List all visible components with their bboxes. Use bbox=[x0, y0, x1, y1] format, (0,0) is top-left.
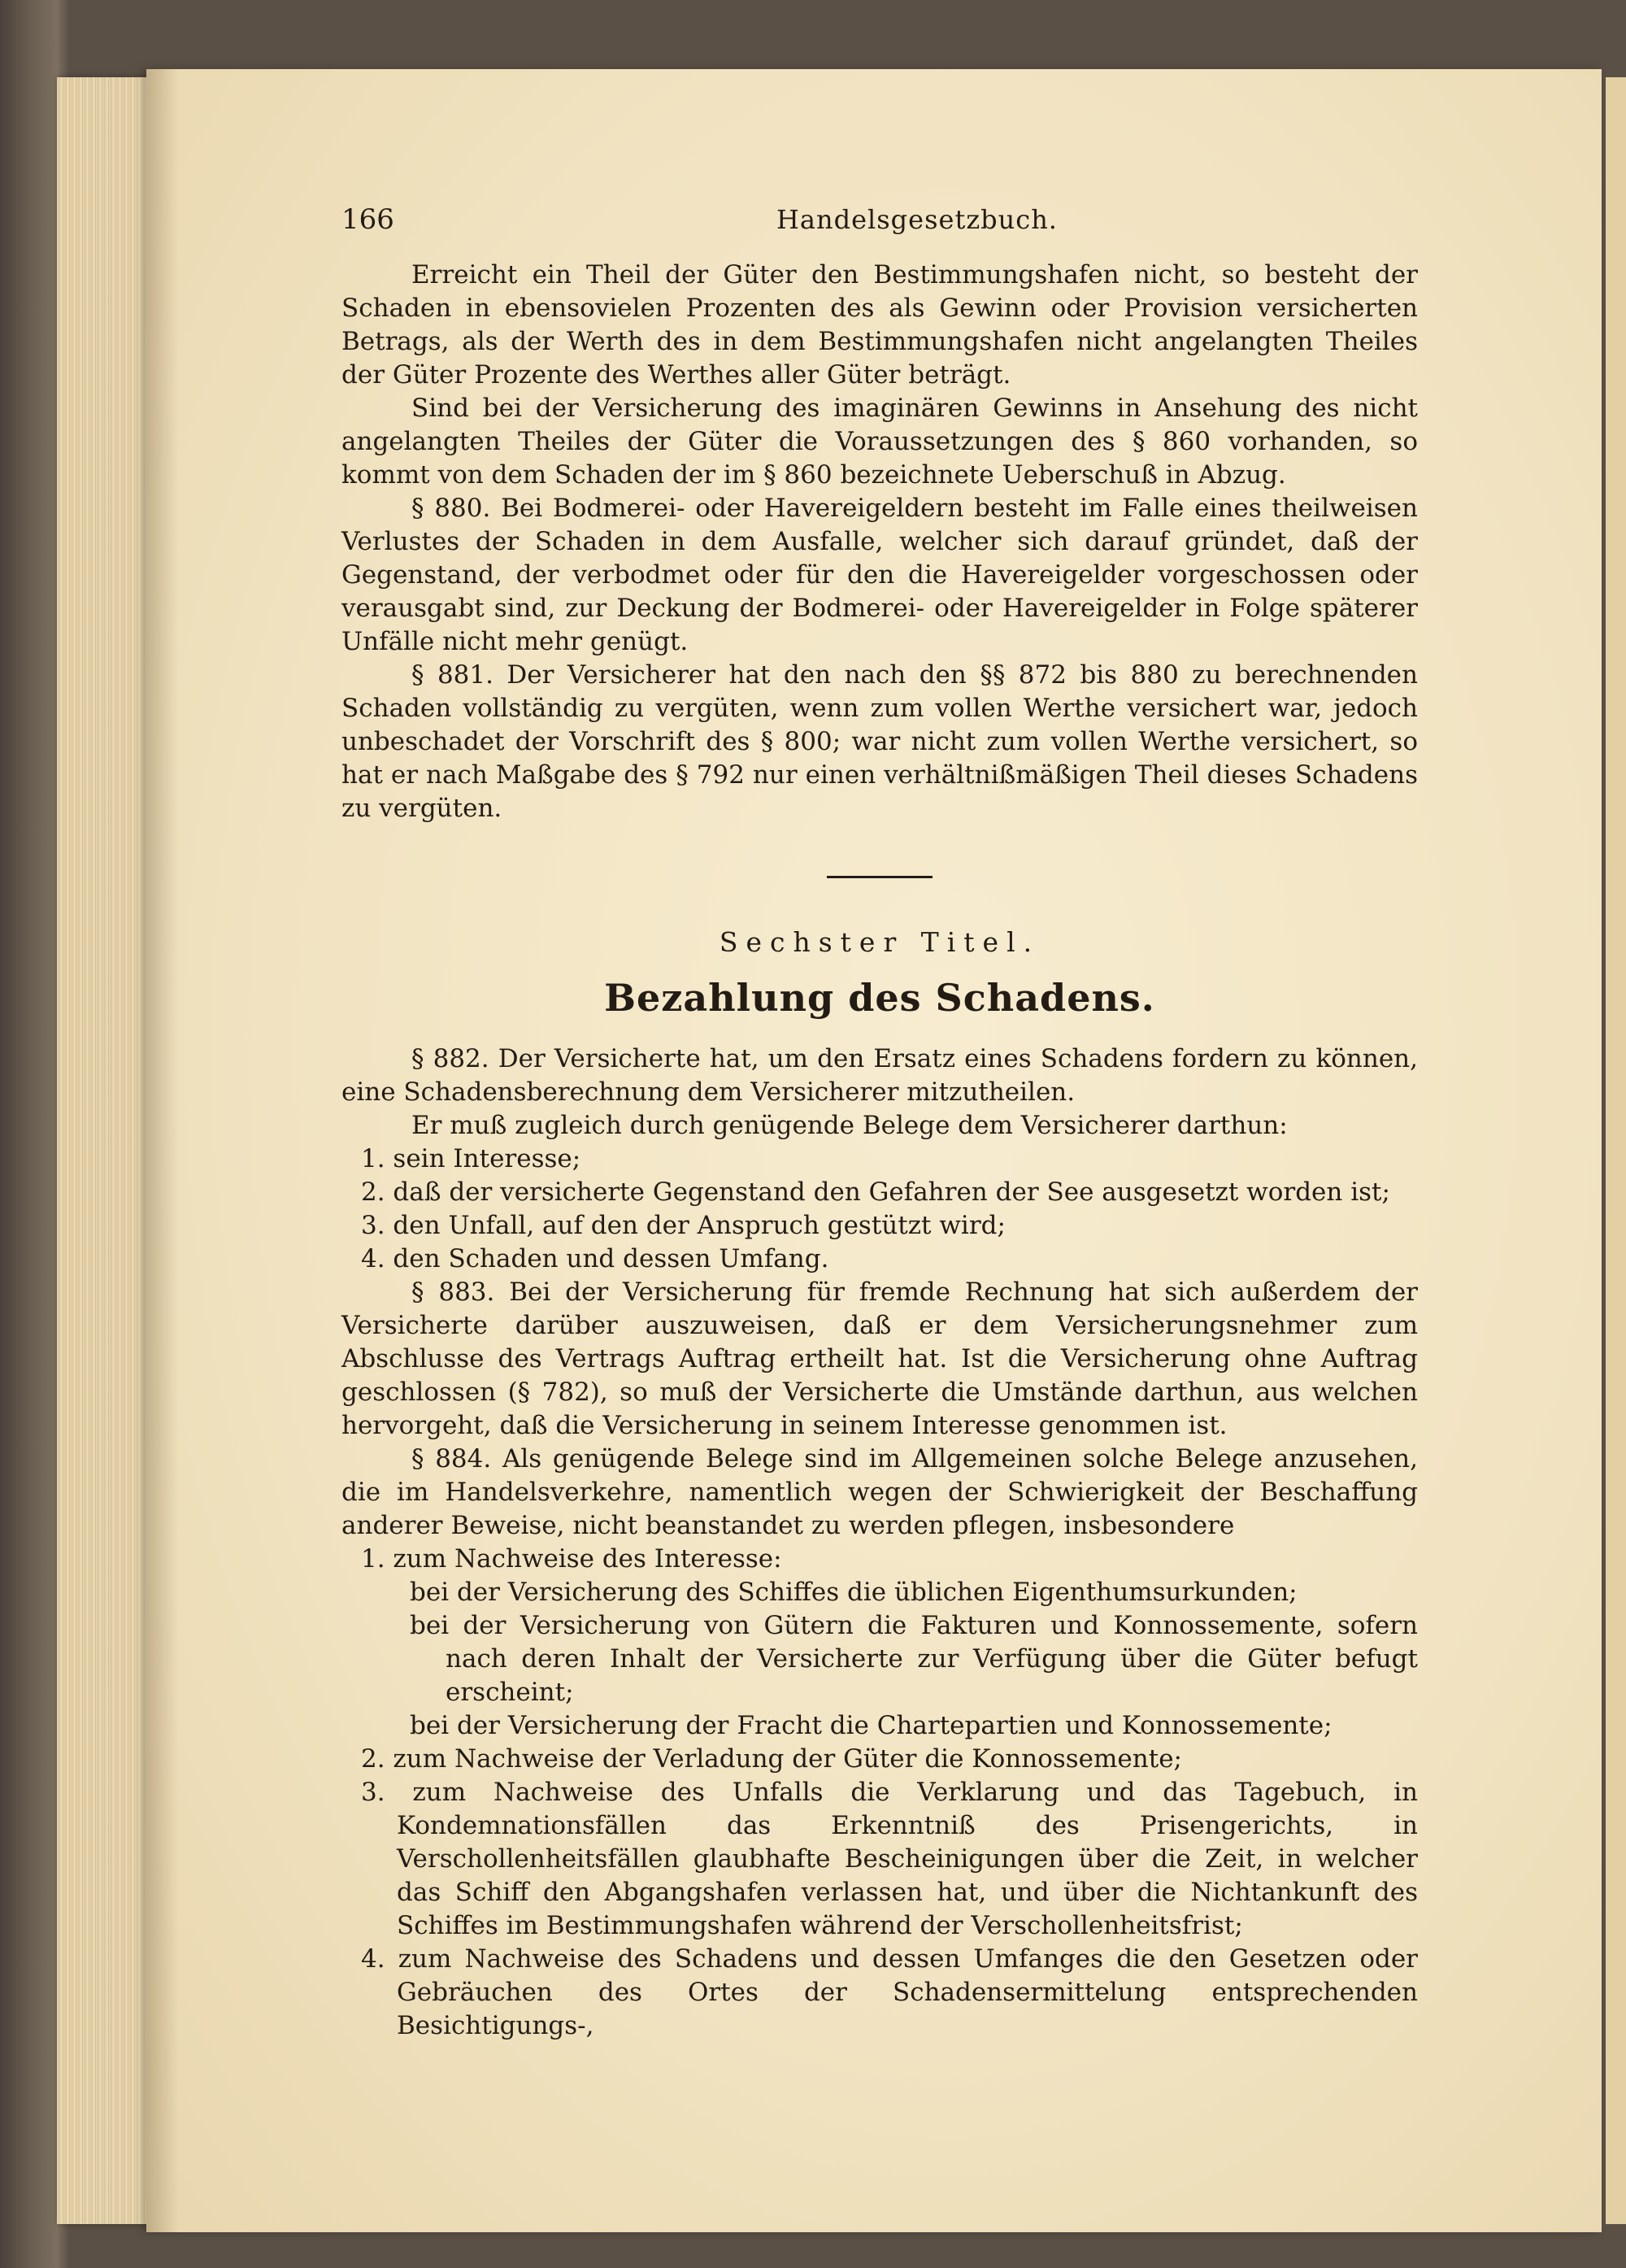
paragraph: Er muß zugleich durch genügende Belege dem Versicherer darthun: bbox=[411, 1111, 1288, 1140]
paragraph-883: § 883. Bei der Versicherung für fremde Rechnung hat sich außerdem der Versicherte darüber auszuweisen, daß er dem Versicherungsnehmer zum Abschlusse des Vertrags Auftrag ertheilt hat. Ist die Versicherung ohne Auftrag geschlossen (§ 782), so muß der Versicherte die Umstände darthun, aus welchen hervorgeht, daß die Versicherung in seinem Interesse genommen ist. bbox=[341, 1278, 1418, 1440]
title-number: Sechster Titel. bbox=[719, 926, 1041, 958]
list-item: 3. den Unfall, auf den der Anspruch gestützt wird; bbox=[361, 1211, 1006, 1240]
list-item: 2. daß der versicherte Gegenstand den Gefahren der See ausgesetzt worden ist; bbox=[361, 1178, 1390, 1207]
list-item: 3. zum Nachweise des Unfalls die Verklarung und das Tagebuch, in Kondemnationsfällen das Erkenntniß des Prisengerichts, in Verschollenheitsfällen glaubhafte Bescheinigungen über die Zeit, in welcher das Schiff den Abgangshafen verlassen hat, und über die Nichtankunft des Schiffes im Bestimmungshafen während der Verschollenheitsfrist; bbox=[361, 1778, 1418, 1940]
list-item: 4. den Schaden und dessen Umfang. bbox=[361, 1244, 829, 1273]
sub-item: bei der Versicherung von Gütern die Fakturen und Konnossemente, sofern nach deren Inhalt der Versicherte zur Verfügung über die Güter befugt erscheint; bbox=[410, 1611, 1418, 1707]
sub-item: bei der Versicherung der Fracht die Chartepartien und Konnossemente; bbox=[410, 1711, 1333, 1740]
paragraph-882: § 882. Der Versicherte hat, um den Ersatz eines Schadens fordern zu können, eine Schadensberechnung dem Versicherer mitzutheilen. bbox=[341, 1044, 1418, 1107]
page-header bbox=[341, 203, 1418, 252]
section-title: Bezahlung des Schadens. bbox=[604, 976, 1155, 1020]
list-item: 1. sein Interesse; bbox=[361, 1144, 581, 1173]
facing-page-edge bbox=[1606, 77, 1626, 2224]
paragraph: Erreicht ein Theil der Güter den Bestimmungshafen nicht, so besteht der Schaden in ebensovielen Prozenten des als Gewinn oder Provision versicherten Betrags, als der Werth des in dem Bestimmungshafen nicht angelangten Theiles der Güter Prozente des Werthes aller Güter beträgt. bbox=[341, 260, 1418, 390]
running-head: Handelsgesetzbuch. bbox=[776, 204, 1058, 235]
page-gutter-shadow bbox=[146, 69, 179, 2232]
paragraph-881: § 881. Der Versicherer hat den nach den §§ 872 bis 880 zu berechnenden Schaden vollständig zu vergüten, wenn zum vollen Werthe versichert war, jedoch unbeschadet der Vorschrift des § 800; war nicht zum vollen Werthe versichert, so hat er nach Maßgabe des § 792 nur einen verhältnißmäßigen Theil dieses Schadens zu vergüten. bbox=[341, 660, 1418, 823]
list-item: 4. zum Nachweise des Schadens und dessen Umfanges die den Gesetzen oder Gebräuchen des Ortes der Schadensermittelung entsprechenden Besichtigungs-, bbox=[361, 1944, 1418, 2040]
page-text bbox=[341, 203, 1418, 2043]
section-divider bbox=[827, 876, 933, 878]
sub-item: bei der Versicherung des Schiffes die üblichen Eigenthumsurkunden; bbox=[410, 1578, 1298, 1607]
page-stack-edge bbox=[57, 77, 146, 2224]
list-item: 1. zum Nachweise des Interesse: bbox=[361, 1544, 782, 1574]
paragraph-880: § 880. Bei Bodmerei- oder Havereigeldern besteht im Falle eines theilweisen Verlustes der Schaden in dem Ausfalle, welcher sich darauf gründet, daß der Gegenstand, der verbodmet oder für den die Havereigelder vorgeschossen oder verausgabt sind, zur Deckung der Bodmerei- oder Havereigelder in Folge späterer Unfälle nicht mehr genügt. bbox=[341, 494, 1418, 656]
paragraph-884: § 884. Als genügende Belege sind im Allgemeinen solche Belege anzusehen, die im Handelsverkehre, namentlich wegen der Schwierigkeit der Beschaffung anderer Beweise, nicht beanstandet zu werden pflegen, insbesondere bbox=[341, 1444, 1418, 1540]
page-number: 166 bbox=[341, 203, 394, 236]
paragraph: Sind bei der Versicherung des imaginären Gewinns in Ansehung des nicht angelangten Theiles der Güter die Voraussetzungen des § 860 vorhanden, so kommt von dem Schaden der im § 860 bezeichnete Ueberschuß in Abzug. bbox=[341, 394, 1418, 490]
list-item: 2. zum Nachweise der Verladung der Güter die Konnossemente; bbox=[361, 1744, 1182, 1774]
